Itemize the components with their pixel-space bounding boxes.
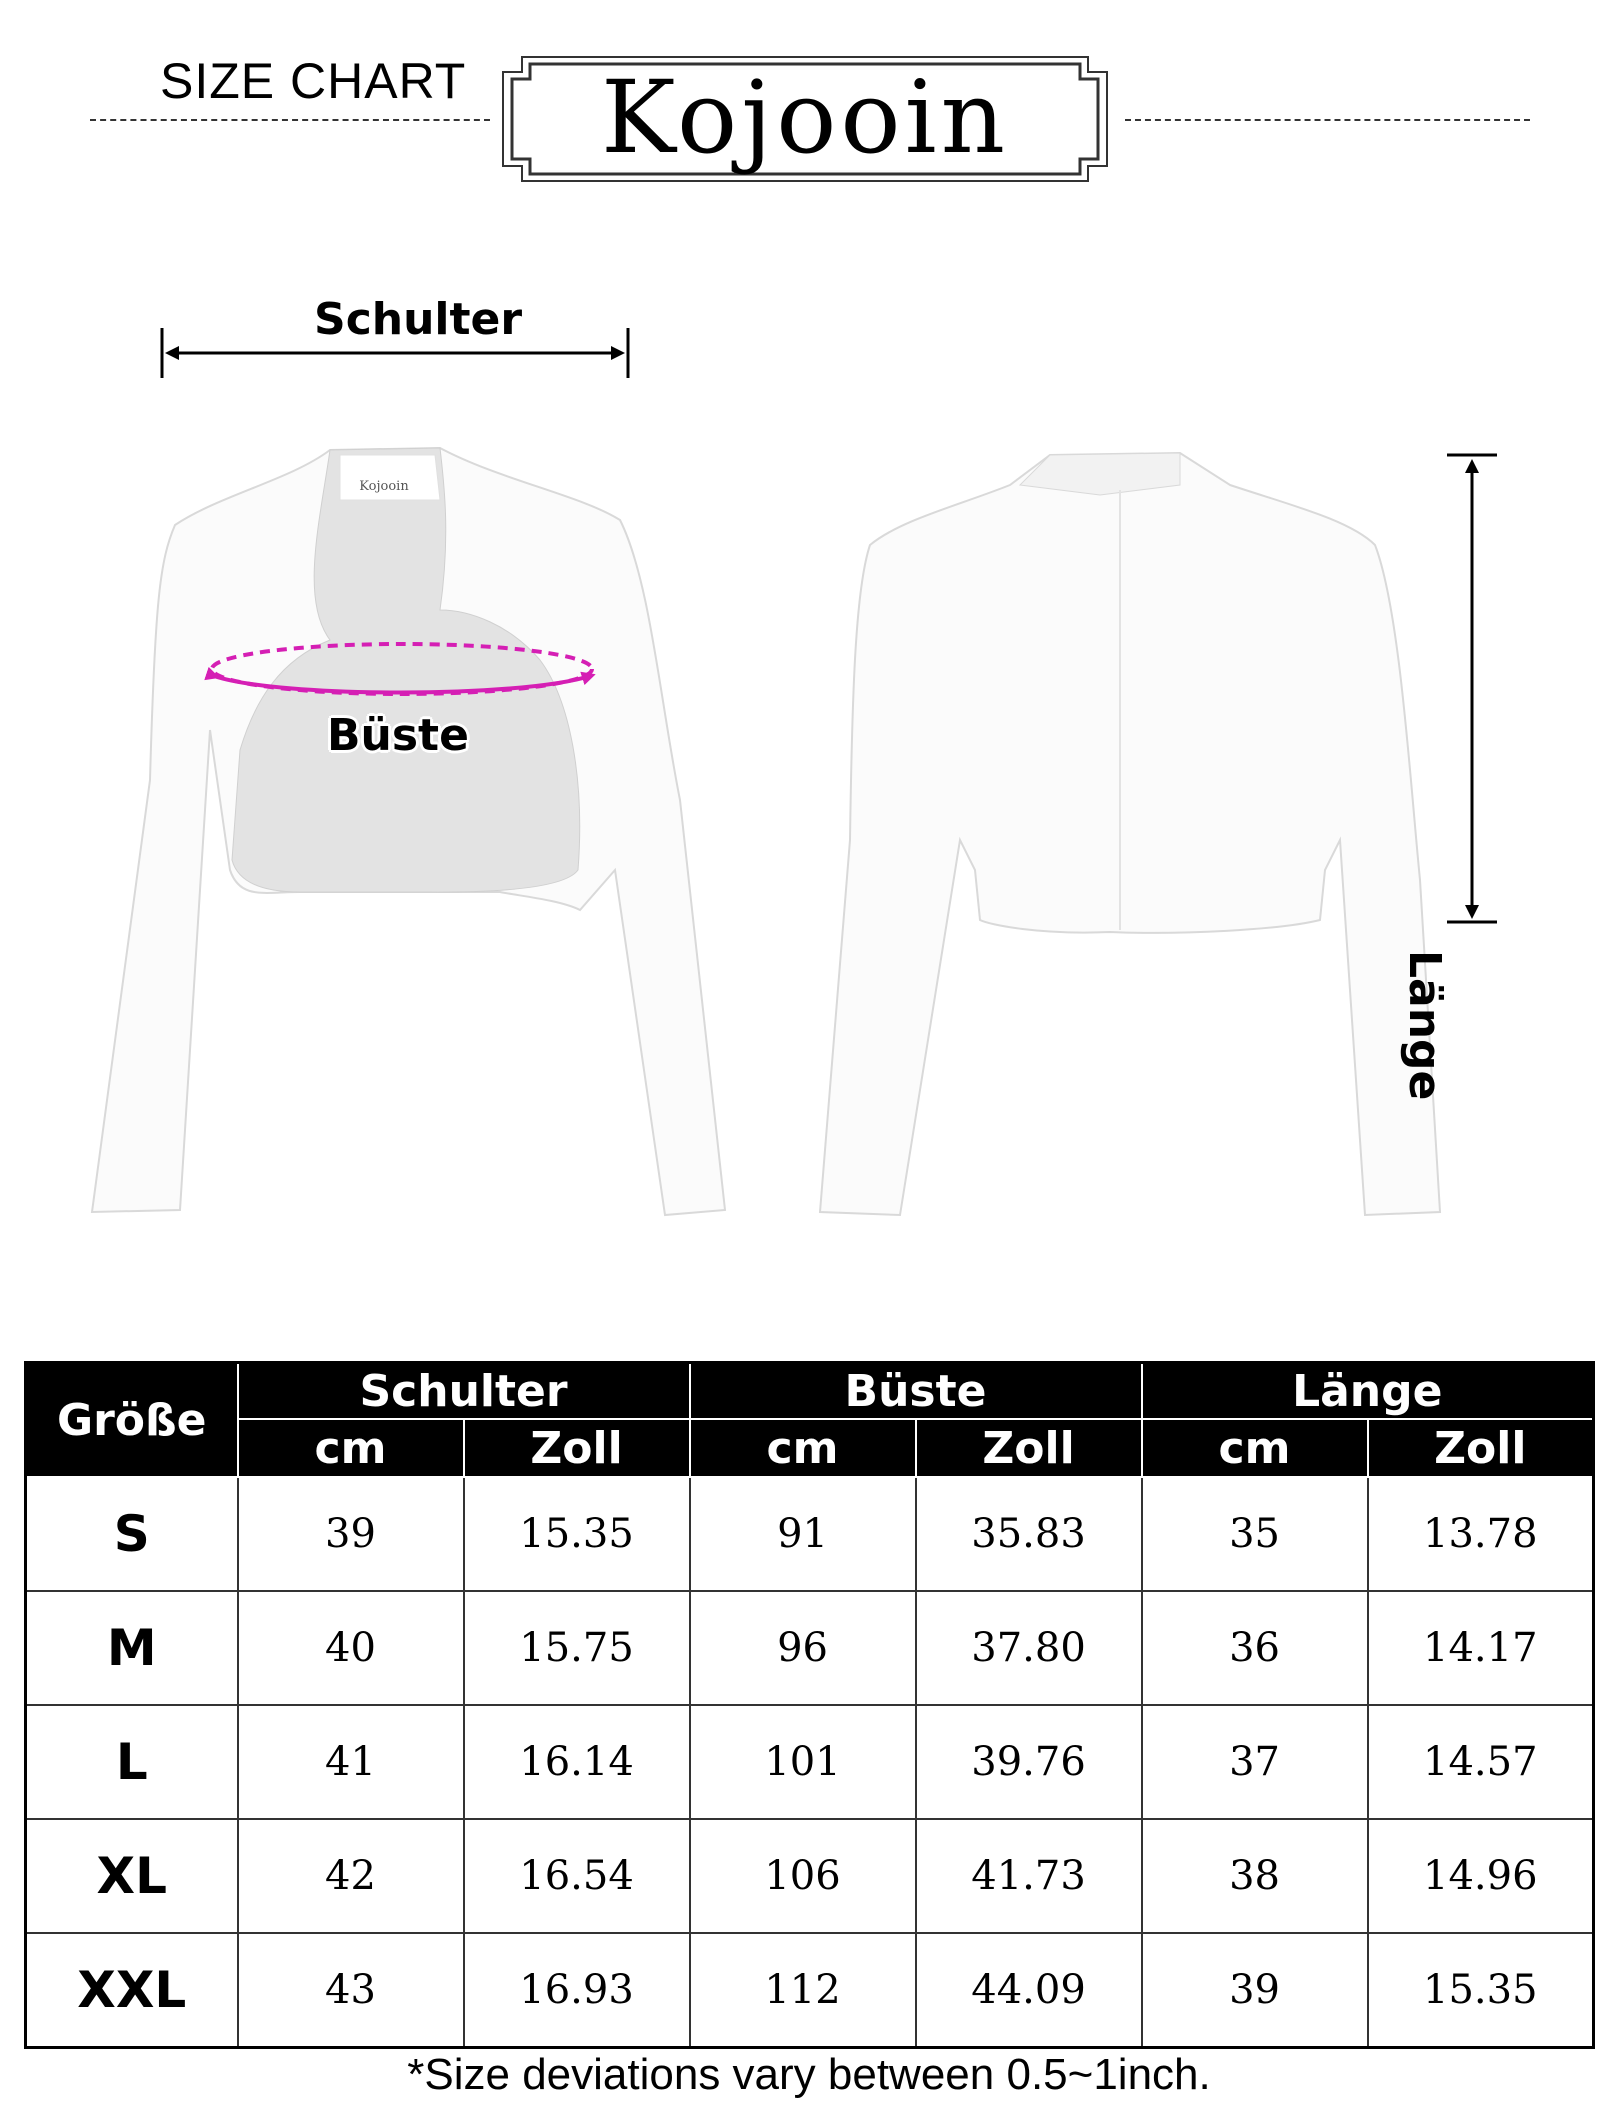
table-body (26, 1477, 1594, 2048)
measurement-cell: 13.78 (1368, 1477, 1594, 1591)
length-label: Länge (1399, 950, 1450, 1101)
brand-logo: Kojooin (600, 59, 1010, 176)
unit-header: Zoll (464, 1419, 690, 1477)
measurement-cell: 101 (690, 1705, 916, 1819)
unit-header: cm (238, 1419, 464, 1477)
measurement-cell: 14.96 (1368, 1819, 1594, 1933)
measurement-cell: 15.35 (464, 1477, 690, 1591)
measurement-cell: 35 (1142, 1477, 1368, 1591)
unit-header: Zoll (916, 1419, 1142, 1477)
measurement-cell: 16.54 (464, 1819, 690, 1933)
measurement-cell: 16.14 (464, 1705, 690, 1819)
measurement-cell: 14.57 (1368, 1705, 1594, 1819)
measurement-cell: 106 (690, 1819, 916, 1933)
table-row (26, 1591, 1594, 1705)
measurement-cell: 44.09 (916, 1933, 1142, 2048)
unit-header: Zoll (1368, 1419, 1594, 1477)
size-cell: M (26, 1591, 238, 1705)
size-cell: S (26, 1477, 238, 1591)
measurement-cell: 40 (238, 1591, 464, 1705)
table-row (26, 1705, 1594, 1819)
group-header-bust: Büste (690, 1363, 1142, 1420)
size-table (24, 1361, 1595, 2049)
measurement-cell: 96 (690, 1591, 916, 1705)
size-column-header: Größe (26, 1363, 238, 1478)
measurement-cell: 39 (1142, 1933, 1368, 2048)
shoulder-label: Schulter (314, 294, 523, 345)
measurement-illustration (0, 280, 1618, 1240)
back-garment (820, 453, 1440, 1215)
measurement-cell: 15.75 (464, 1591, 690, 1705)
table-row (26, 1477, 1594, 1591)
size-cell: XXL (26, 1933, 238, 2048)
size-chart-title: SIZE CHART (160, 53, 467, 109)
header-divider-right (1125, 119, 1530, 121)
group-header-shoulder: Schulter (238, 1363, 690, 1420)
measurement-cell: 43 (238, 1933, 464, 2048)
measurement-cell: 14.17 (1368, 1591, 1594, 1705)
footnote: *Size deviations vary between 0.5~1inch. (407, 2050, 1211, 2099)
unit-header: cm (1142, 1419, 1368, 1477)
table-header-row (26, 1363, 1594, 1420)
measurement-cell: 42 (238, 1819, 464, 1933)
front-garment (92, 448, 725, 1215)
bust-label: Büste (327, 710, 469, 761)
table-unit-row (26, 1419, 1594, 1477)
size-cell: XL (26, 1819, 238, 1933)
measurement-cell: 41.73 (916, 1819, 1142, 1933)
svg-text:Kojooin: Kojooin (359, 479, 409, 494)
measurement-cell: 37.80 (916, 1591, 1142, 1705)
measurement-cell: 16.93 (464, 1933, 690, 2048)
measurement-cell: 37 (1142, 1705, 1368, 1819)
measurement-cell: 35.83 (916, 1477, 1142, 1591)
unit-header: cm (690, 1419, 916, 1477)
table-row (26, 1819, 1594, 1933)
measurement-cell: 41 (238, 1705, 464, 1819)
header-divider-left (90, 119, 490, 121)
measurement-cell: 112 (690, 1933, 916, 2048)
length-measure-arrow (1447, 455, 1497, 922)
measurement-cell: 39 (238, 1477, 464, 1591)
measurement-cell: 38 (1142, 1819, 1368, 1933)
garment-diagram (0, 280, 1618, 1240)
measurement-cell: 36 (1142, 1591, 1368, 1705)
measurement-cell: 91 (690, 1477, 916, 1591)
measurement-cell: 15.35 (1368, 1933, 1594, 2048)
table-row (26, 1933, 1594, 2048)
group-header-length: Länge (1142, 1363, 1594, 1420)
measurement-cell: 39.76 (916, 1705, 1142, 1819)
size-cell: L (26, 1705, 238, 1819)
